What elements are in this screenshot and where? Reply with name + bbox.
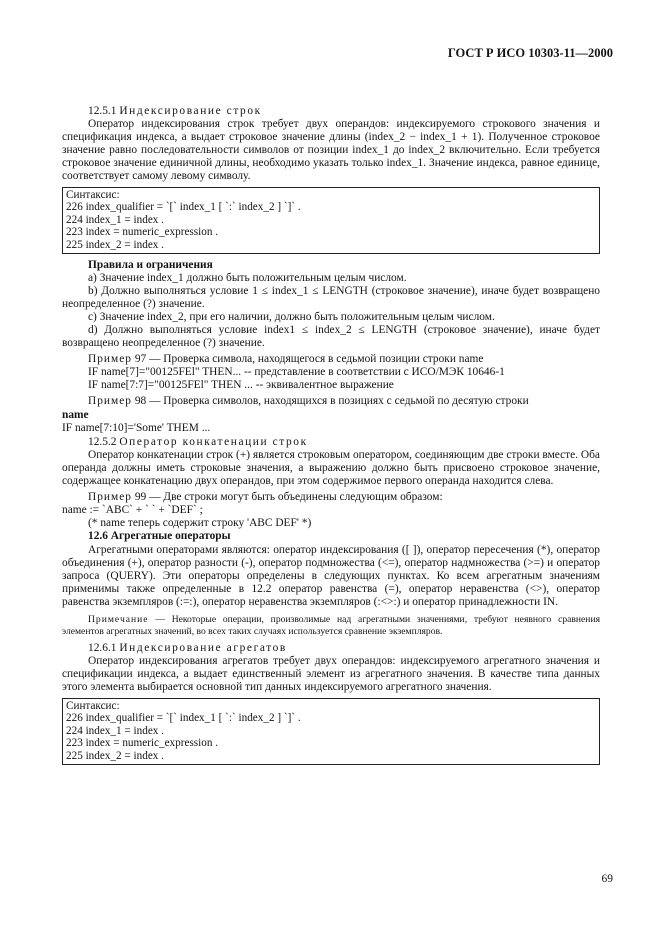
section-title: Индексирование строк — [119, 105, 262, 117]
rules-heading: Правила и ограничения — [88, 258, 213, 271]
example-text: 97 — Проверка символа, находящегося в седьмой позиции строки name — [131, 353, 484, 366]
syntax-line: 224 index_1 = index . — [66, 724, 164, 737]
note-text: — Некоторые операции, произволимые над агрегатными значениями, требуют неявного сравнения элементов агрегатных значений, во всех таких случаях используется сравнение экземпляров. — [62, 613, 600, 637]
section-number: 12.6.1 — [88, 642, 117, 655]
section-heading-12-6-1 — [62, 642, 600, 655]
code-line: IF name[7:10]='Some' THEM ... — [62, 421, 211, 434]
paragraph-string-indexing: Оператор индексирования строк требует двух операндов: индексируемого строкового значения и спецификация индекса, а выдает строковое значение длины (index_2 − index_1 + 1). Полученное строковое значение равно последовательности символов от позиции index_1 до index_2 включительно. Если требуется строковое значение единичной длины, необходимо указать только index_1. Значение индекса, равное единице, соответствует самому левому символу. — [62, 118, 600, 183]
syntax-line: 224 index_1 = index . — [66, 213, 164, 226]
example-98 — [62, 395, 600, 408]
syntax-line: 226 index_qualifier = `[` index_1 [ `:` index_2 ] `]` . — [66, 201, 301, 214]
note-label: Примечание — [88, 613, 149, 625]
section-number: 12.5.2 — [88, 435, 117, 448]
example-text: 99 — Две строки могут быть объединены следующим образом: — [131, 491, 443, 504]
syntax-line: Синтаксис: — [66, 188, 120, 201]
section-number: 12.5.1 — [88, 105, 117, 117]
section-title: Оператор конкатенации строк — [119, 435, 308, 448]
code-line: IF name[7:7]="00125FEl" THEN ... -- эквивалентное выражение — [88, 379, 394, 392]
syntax-box-2 — [62, 698, 600, 765]
page-number: 69 — [601, 873, 613, 885]
example-label: Пример — [88, 491, 132, 504]
section-heading-12-6: 12.6 Агрегатные операторы — [88, 530, 231, 543]
example-97 — [62, 353, 600, 366]
section-heading-12-5-2 — [62, 436, 600, 449]
rule-c: c) Значение index_2, при его наличии, должно быть положительным целым числом. — [88, 310, 495, 323]
page-content — [62, 104, 600, 770]
rule-d: d) Должно выполняться условие index1 ≤ index_2 ≤ LENGTH (строковое значение), иначе будет возвращено неопределенное (?) значение. — [62, 324, 600, 350]
section-heading-12-5-1 — [62, 105, 600, 118]
example-label: Пример — [88, 353, 132, 366]
syntax-line: Синтаксис: — [66, 699, 120, 712]
note — [62, 614, 600, 637]
syntax-line: 225 index_2 = index . — [66, 238, 164, 251]
page-header: ГОСТ Р ИСО 10303-11—2000 — [447, 46, 613, 60]
example-text: 98 — Проверка символов, находящихся в позициях с седьмой по десятую строки — [131, 395, 529, 408]
rule-a: a) Значение index_1 должно быть положительным целым числом. — [88, 271, 407, 284]
code-line: IF name[7]="00125FEl" THEN... -- представление в соответствии с ИСО/МЭК 10646-1 — [88, 366, 505, 379]
section-title: Индексирование агрегатов — [119, 642, 287, 655]
paragraph-aggregate-indexing: Оператор индексирования агрегатов требует двух операндов: индексируемого агрегатного значения и спецификации индекса, а выдает единственный элемент из агрегатного значения. В качестве типа данных этого элемента выбирается основной тип данных индексируемого агрегатного значения. — [62, 655, 600, 694]
syntax-line: 223 index = numeric_expression . — [66, 226, 219, 239]
syntax-line: 223 index = numeric_expression . — [66, 737, 219, 750]
code-line: name := `ABC` + ` ` + `DEF` ; — [62, 504, 203, 517]
rule-b: b) Должно выполняться условие 1 ≤ index_1 ≤ LENGTH (строковое значение), иначе будет возвращено неопределенное (?) значение. — [62, 284, 600, 310]
example-label: Пример — [88, 395, 132, 408]
paragraph-aggregate-operators: Агрегатными операторами являются: оператор индексирования ([ ]), оператор пересечения (*), оператор объединения (+), оператор разности (-), оператор подмножества (<=), оператор надмножества (>=) и оператор запроса (QUERY). Эти операторы определены в следующих пунктах. Ко всем агрегатным значениям применимы также определенные в 12.2 оператор равенства (=), оператор неравенства (<>), оператор равенства экземпляров (:=:), оператор неравенства экземпляров (:<>:) и оператор принадлежности IN. — [62, 543, 600, 608]
syntax-box-1 — [62, 187, 600, 254]
syntax-line: 226 index_qualifier = `[` index_1 [ `:` index_2 ] `]` . — [66, 712, 301, 725]
syntax-line: 225 index_2 = index . — [66, 749, 164, 762]
code-word: name — [62, 408, 89, 421]
paragraph-string-concat: Оператор конкатенации строк (+) является строковым оператором, соединяющим две строки вместе. Оба операнда должны иметь строковые значения, а выражению должно быть присвоено строковое значение, содержащее конкатенацию двух операндов, при этом содержимое первого операнда находится слева. — [62, 448, 600, 488]
example-99 — [62, 491, 600, 504]
code-comment: (* name теперь содержит строку 'ABC DEF' *) — [88, 517, 312, 530]
